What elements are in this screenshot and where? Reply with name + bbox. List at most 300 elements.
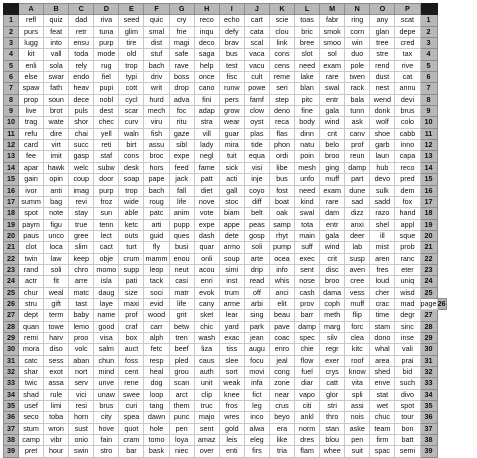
cell[interactable]: fain bbox=[94, 435, 119, 446]
cell[interactable]: appl bbox=[395, 219, 420, 230]
cell[interactable]: reco bbox=[395, 162, 420, 173]
cell[interactable]: city bbox=[94, 412, 119, 423]
cell[interactable]: roof bbox=[345, 355, 370, 366]
row-header[interactable]: 9 bbox=[4, 106, 19, 117]
cell[interactable]: win bbox=[345, 38, 370, 49]
row-header[interactable]: 36 bbox=[4, 412, 19, 423]
cell[interactable]: dizz bbox=[345, 208, 370, 219]
cell[interactable]: kit bbox=[19, 49, 44, 60]
row-header[interactable]: 32 bbox=[4, 367, 19, 378]
cell[interactable]: ensu bbox=[69, 38, 94, 49]
cell[interactable]: phon bbox=[269, 140, 294, 151]
cell[interactable]: into bbox=[44, 38, 69, 49]
cell[interactable]: laun bbox=[370, 151, 395, 162]
cell[interactable]: part bbox=[345, 174, 370, 185]
cell[interactable]: pret bbox=[19, 446, 44, 457]
cell[interactable]: loud bbox=[370, 276, 395, 287]
cell[interactable]: soun bbox=[44, 94, 69, 105]
cell[interactable]: oyst bbox=[244, 117, 269, 128]
cell[interactable]: soap bbox=[119, 174, 144, 185]
cell[interactable]: foc bbox=[169, 106, 194, 117]
cell[interactable]: wisd bbox=[395, 287, 420, 298]
cell[interactable]: step bbox=[269, 94, 294, 105]
cell[interactable]: gall bbox=[219, 185, 244, 196]
cell[interactable]: volc bbox=[69, 344, 94, 355]
cell[interactable]: shed bbox=[370, 367, 395, 378]
cell[interactable]: vacu bbox=[244, 60, 269, 71]
cell[interactable]: sadd bbox=[370, 196, 395, 207]
cell[interactable]: page bbox=[420, 298, 437, 308]
cell[interactable]: yell bbox=[94, 128, 119, 139]
cell[interactable]: acou bbox=[194, 264, 219, 275]
column-header[interactable]: E bbox=[119, 4, 144, 15]
cell[interactable]: assa bbox=[44, 378, 69, 389]
cell[interactable]: slee bbox=[219, 355, 244, 366]
cell[interactable]: card bbox=[19, 140, 44, 151]
row-header[interactable]: 30 bbox=[4, 344, 19, 355]
cell[interactable]: boat bbox=[269, 196, 294, 207]
cell[interactable]: leg bbox=[244, 401, 269, 412]
cell[interactable]: cons bbox=[119, 151, 144, 162]
cell[interactable]: smok bbox=[320, 26, 345, 37]
cell[interactable]: live bbox=[19, 106, 44, 117]
cell[interactable]: diar bbox=[295, 378, 320, 389]
cell[interactable]: refl bbox=[19, 15, 44, 26]
cell[interactable]: dono bbox=[370, 332, 395, 343]
cell[interactable]: figu bbox=[44, 219, 69, 230]
cell[interactable]: clot bbox=[19, 242, 44, 253]
row-header-right[interactable]: 15 bbox=[420, 174, 437, 185]
cell[interactable]: gold bbox=[219, 423, 244, 434]
cell[interactable]: lab bbox=[345, 242, 370, 253]
cell[interactable]: rend bbox=[370, 60, 395, 71]
cell[interactable]: scan bbox=[169, 378, 194, 389]
cell[interactable]: fisc bbox=[219, 72, 244, 83]
cell[interactable]: sinc bbox=[395, 321, 420, 332]
cell[interactable]: salm bbox=[94, 344, 119, 355]
cell[interactable]: bus bbox=[219, 49, 244, 60]
cell[interactable]: seco bbox=[19, 412, 44, 423]
cell[interactable]: trop bbox=[119, 185, 144, 196]
cell[interactable]: cry bbox=[169, 15, 194, 26]
cell[interactable]: broo bbox=[320, 276, 345, 287]
cell[interactable]: yard bbox=[219, 321, 244, 332]
cell[interactable]: pred bbox=[395, 174, 420, 185]
cell[interactable]: cash bbox=[295, 287, 320, 298]
cell[interactable]: eleg bbox=[244, 435, 269, 446]
cell[interactable]: damp bbox=[345, 162, 370, 173]
cell[interactable]: auth bbox=[194, 367, 219, 378]
row-header-right[interactable]: 24 bbox=[420, 276, 437, 287]
cell[interactable]: prof bbox=[119, 310, 144, 321]
cell[interactable]: capa bbox=[395, 151, 420, 162]
cell[interactable]: sque bbox=[395, 230, 420, 241]
cell[interactable]: suff bbox=[295, 242, 320, 253]
cell[interactable]: foss bbox=[119, 355, 144, 366]
cell[interactable]: fros bbox=[219, 401, 244, 412]
cell[interactable]: purp bbox=[94, 185, 119, 196]
cell[interactable]: need bbox=[295, 60, 320, 71]
cell[interactable]: depe bbox=[395, 26, 420, 37]
cell[interactable]: barr bbox=[295, 310, 320, 321]
cell[interactable]: divo bbox=[395, 389, 420, 400]
cell[interactable]: toba bbox=[44, 412, 69, 423]
row-header[interactable]: 35 bbox=[4, 401, 19, 412]
cell[interactable]: momo bbox=[94, 264, 119, 275]
row-header-right[interactable]: 20 bbox=[420, 230, 437, 241]
cell[interactable]: truc bbox=[194, 401, 219, 412]
cell[interactable]: like bbox=[269, 435, 294, 446]
cell[interactable]: evok bbox=[194, 287, 219, 298]
cell[interactable]: broo bbox=[320, 151, 345, 162]
row-header-right[interactable]: 26 bbox=[437, 298, 446, 308]
cell[interactable]: beef bbox=[169, 344, 194, 355]
cell[interactable]: rare bbox=[320, 196, 345, 207]
cell[interactable]: pave bbox=[269, 321, 294, 332]
cell[interactable]: apar bbox=[19, 162, 44, 173]
cell[interactable]: swal bbox=[295, 208, 320, 219]
cell[interactable]: opin bbox=[44, 174, 69, 185]
cell[interactable]: cram bbox=[119, 435, 144, 446]
cell[interactable]: adap bbox=[194, 106, 219, 117]
cell[interactable]: horn bbox=[69, 412, 94, 423]
cell[interactable]: vote bbox=[194, 208, 219, 219]
cell[interactable]: wron bbox=[44, 423, 69, 434]
cell[interactable]: silv bbox=[320, 332, 345, 343]
cell[interactable]: matr bbox=[169, 287, 194, 298]
row-header[interactable]: 22 bbox=[4, 253, 19, 264]
cell[interactable]: twin bbox=[19, 253, 44, 264]
cell[interactable]: birt bbox=[119, 140, 144, 151]
cell[interactable]: annu bbox=[395, 83, 420, 94]
cell[interactable]: pape bbox=[144, 174, 169, 185]
cell[interactable]: vess bbox=[345, 287, 370, 298]
cell[interactable]: keep bbox=[69, 253, 94, 264]
cell[interactable]: anim bbox=[169, 208, 194, 219]
row-header-right[interactable]: 27 bbox=[420, 310, 437, 321]
cell[interactable]: spea bbox=[119, 412, 144, 423]
cell[interactable]: rug bbox=[94, 60, 119, 71]
cell[interactable]: obje bbox=[94, 253, 119, 264]
cell[interactable]: suit bbox=[345, 446, 370, 457]
cell[interactable]: craf bbox=[119, 321, 144, 332]
cell[interactable]: fuel bbox=[295, 367, 320, 378]
cell[interactable]: pati bbox=[119, 276, 144, 287]
cell[interactable]: guid bbox=[144, 230, 169, 241]
cell[interactable]: time bbox=[370, 310, 395, 321]
row-header-right[interactable]: 19 bbox=[420, 219, 437, 230]
cell[interactable]: subw bbox=[94, 162, 119, 173]
cell[interactable]: crum bbox=[119, 253, 144, 264]
row-header[interactable]: 17 bbox=[4, 196, 19, 207]
cell[interactable]: chie bbox=[295, 344, 320, 355]
cell[interactable]: scat bbox=[395, 15, 420, 26]
cell[interactable]: canv bbox=[345, 128, 370, 139]
column-header[interactable]: L bbox=[295, 4, 320, 15]
cell[interactable]: ask bbox=[345, 117, 370, 128]
cell[interactable]: wide bbox=[119, 196, 144, 207]
cell[interactable]: jack bbox=[169, 174, 194, 185]
cell[interactable]: gree bbox=[69, 230, 94, 241]
cell[interactable]: muff bbox=[345, 298, 370, 309]
cell[interactable]: revi bbox=[69, 196, 94, 207]
cell[interactable]: twic bbox=[19, 378, 44, 389]
cell[interactable]: ketc bbox=[119, 219, 144, 230]
cell[interactable]: fall bbox=[169, 185, 194, 196]
cell[interactable]: fly bbox=[144, 242, 169, 253]
cell[interactable]: fame bbox=[194, 162, 219, 173]
cell[interactable]: stru bbox=[19, 298, 44, 309]
cell[interactable]: note bbox=[44, 208, 69, 219]
row-header[interactable]: 3 bbox=[4, 38, 19, 49]
cell[interactable]: marg bbox=[320, 321, 345, 332]
row-header-right[interactable]: 30 bbox=[420, 344, 437, 355]
row-header[interactable]: 16 bbox=[4, 185, 19, 196]
cell[interactable]: team bbox=[370, 423, 395, 434]
cell[interactable]: vapo bbox=[295, 389, 320, 400]
cell[interactable]: sust bbox=[69, 423, 94, 434]
cell[interactable]: brav bbox=[219, 38, 244, 49]
cell[interactable]: arte bbox=[244, 253, 269, 264]
cell[interactable]: whee bbox=[320, 446, 345, 457]
cell[interactable]: matc bbox=[69, 287, 94, 298]
cell[interactable]: beyo bbox=[269, 412, 294, 423]
cell[interactable]: pump bbox=[269, 242, 294, 253]
cell[interactable]: imit bbox=[44, 151, 69, 162]
column-header[interactable]: F bbox=[144, 4, 169, 15]
row-header[interactable]: 37 bbox=[4, 423, 19, 434]
cell[interactable]: summ bbox=[19, 196, 44, 207]
cell[interactable]: equa bbox=[244, 151, 269, 162]
cell[interactable]: devi bbox=[395, 94, 420, 105]
cell[interactable]: arti bbox=[144, 219, 169, 230]
cell[interactable]: alph bbox=[144, 332, 169, 343]
cell[interactable]: spac bbox=[370, 446, 395, 457]
cell[interactable]: area bbox=[370, 355, 395, 366]
cell[interactable]: sick bbox=[219, 162, 244, 173]
cell[interactable]: aren bbox=[370, 253, 395, 264]
cell[interactable]: clow bbox=[244, 106, 269, 117]
column-header[interactable]: G bbox=[169, 4, 194, 15]
cell[interactable]: weak bbox=[219, 378, 244, 389]
cell[interactable]: roug bbox=[144, 196, 169, 207]
cell[interactable]: smal bbox=[144, 26, 169, 37]
cell[interactable]: nest bbox=[370, 83, 395, 94]
column-header[interactable]: H bbox=[194, 4, 219, 15]
cell[interactable]: dash bbox=[194, 230, 219, 241]
cell[interactable]: able bbox=[119, 208, 144, 219]
row-header[interactable]: 26 bbox=[4, 298, 19, 309]
cell[interactable]: exac bbox=[219, 332, 244, 343]
cell[interactable]: gasp bbox=[69, 151, 94, 162]
cell[interactable]: dam bbox=[320, 208, 345, 219]
cell[interactable]: appe bbox=[219, 219, 244, 230]
cell[interactable]: blan bbox=[295, 83, 320, 94]
row-header[interactable]: 29 bbox=[4, 332, 19, 343]
cell[interactable]: safe bbox=[169, 49, 194, 60]
cell[interactable]: nort bbox=[69, 367, 94, 378]
row-header-right[interactable]: 33 bbox=[420, 378, 437, 389]
cell[interactable]: else bbox=[19, 72, 44, 83]
cell[interactable]: bar bbox=[119, 446, 144, 457]
cell[interactable]: runw bbox=[219, 83, 244, 94]
cell[interactable]: smoo bbox=[320, 38, 345, 49]
cell[interactable]: sulk bbox=[370, 185, 395, 196]
cell[interactable]: wood bbox=[144, 310, 169, 321]
row-header-right[interactable]: 35 bbox=[420, 401, 437, 412]
cell[interactable]: deco bbox=[194, 38, 219, 49]
cell[interactable]: punc bbox=[169, 412, 194, 423]
cell[interactable]: visa bbox=[94, 332, 119, 343]
cell[interactable]: patc bbox=[144, 208, 169, 219]
cell[interactable]: hour bbox=[44, 446, 69, 457]
cell[interactable]: ankl bbox=[295, 412, 320, 423]
cell[interactable]: crus bbox=[269, 401, 294, 412]
cell[interactable]: disc bbox=[320, 264, 345, 275]
row-header-right[interactable]: 10 bbox=[420, 117, 437, 128]
cell[interactable]: aven bbox=[345, 264, 370, 275]
cell[interactable]: such bbox=[395, 378, 420, 389]
cell[interactable]: tour bbox=[395, 412, 420, 423]
cell[interactable]: stum bbox=[19, 423, 44, 434]
cell[interactable]: serv bbox=[69, 378, 94, 389]
cell[interactable]: baby bbox=[69, 310, 94, 321]
cell[interactable]: gift bbox=[44, 298, 69, 309]
cell[interactable]: bus bbox=[269, 174, 294, 185]
cell[interactable]: stay bbox=[69, 208, 94, 219]
cell[interactable]: vali bbox=[395, 344, 420, 355]
row-header-right[interactable]: 38 bbox=[420, 435, 437, 446]
cell[interactable]: anci bbox=[269, 287, 294, 298]
cell[interactable]: sola bbox=[44, 60, 69, 71]
cell[interactable]: garb bbox=[370, 140, 395, 151]
cell[interactable]: pupi bbox=[94, 83, 119, 94]
cell[interactable]: resp bbox=[144, 355, 169, 366]
cell[interactable]: unfo bbox=[295, 174, 320, 185]
cell[interactable]: meth bbox=[320, 310, 345, 321]
cell[interactable]: proo bbox=[69, 332, 94, 343]
cell[interactable]: gain bbox=[19, 174, 44, 185]
cell[interactable]: cher bbox=[370, 287, 395, 298]
cell[interactable]: fine bbox=[295, 106, 320, 117]
cell[interactable]: towe bbox=[44, 321, 69, 332]
cell[interactable]: glor bbox=[320, 389, 345, 400]
cell[interactable]: clou bbox=[269, 26, 294, 37]
cell[interactable]: fish bbox=[144, 128, 169, 139]
cell[interactable]: ques bbox=[169, 230, 194, 241]
row-header-right[interactable]: 2 bbox=[420, 26, 437, 37]
cell[interactable]: dres bbox=[295, 435, 320, 446]
cell[interactable]: riva bbox=[94, 15, 119, 26]
cell[interactable]: jean bbox=[244, 332, 269, 343]
cell[interactable]: crit bbox=[320, 253, 345, 264]
cell[interactable]: catc bbox=[19, 355, 44, 366]
cell[interactable]: shel bbox=[370, 219, 395, 230]
row-header-right[interactable]: 31 bbox=[420, 355, 437, 366]
cell[interactable]: bric bbox=[295, 26, 320, 37]
cell[interactable]: unco bbox=[44, 230, 69, 241]
cell[interactable]: slot bbox=[295, 49, 320, 60]
cell[interactable]: fost bbox=[269, 185, 294, 196]
cell[interactable]: glan bbox=[370, 26, 395, 37]
cell[interactable]: pled bbox=[169, 355, 194, 366]
cell[interactable]: prai bbox=[395, 355, 420, 366]
cell[interactable]: rive bbox=[395, 60, 420, 71]
cell[interactable]: lemo bbox=[69, 321, 94, 332]
cell[interactable]: main bbox=[295, 230, 320, 241]
cell[interactable]: wres bbox=[219, 412, 244, 423]
cell[interactable]: citi bbox=[295, 401, 320, 412]
row-header[interactable]: 12 bbox=[4, 140, 19, 151]
cell[interactable]: inno bbox=[395, 140, 420, 151]
cell[interactable]: ordi bbox=[269, 151, 294, 162]
cell[interactable]: soci bbox=[144, 287, 169, 298]
cell[interactable]: tomo bbox=[144, 435, 169, 446]
cell[interactable]: flip bbox=[345, 310, 370, 321]
cell[interactable]: writ bbox=[144, 83, 169, 94]
cell[interactable]: vill bbox=[194, 128, 219, 139]
cell[interactable]: flam bbox=[295, 446, 320, 457]
row-header-right[interactable]: 16 bbox=[420, 185, 437, 196]
cell[interactable]: visi bbox=[244, 162, 269, 173]
cell[interactable]: desk bbox=[119, 162, 144, 173]
cell[interactable]: any bbox=[370, 15, 395, 26]
cell[interactable]: susp bbox=[345, 253, 370, 264]
cell[interactable]: expe bbox=[169, 151, 194, 162]
cell[interactable]: law bbox=[44, 253, 69, 264]
cell[interactable]: life bbox=[169, 298, 194, 309]
cell[interactable]: inse bbox=[395, 332, 420, 343]
row-header[interactable]: 24 bbox=[4, 276, 19, 287]
cell[interactable]: drip bbox=[244, 264, 269, 275]
cell[interactable]: grou bbox=[169, 367, 194, 378]
cell[interactable]: whis bbox=[269, 276, 294, 287]
cell[interactable]: magi bbox=[169, 38, 194, 49]
cell[interactable]: soli bbox=[244, 242, 269, 253]
cell[interactable]: movi bbox=[244, 367, 269, 378]
cell[interactable]: cred bbox=[395, 38, 420, 49]
row-header[interactable]: 31 bbox=[4, 355, 19, 366]
cell[interactable]: toda bbox=[69, 49, 94, 60]
cell[interactable]: stan bbox=[320, 423, 345, 434]
cell[interactable]: size bbox=[119, 287, 144, 298]
cell[interactable]: chec bbox=[94, 117, 119, 128]
cell[interactable]: once bbox=[194, 72, 219, 83]
cell[interactable]: cact bbox=[94, 242, 119, 253]
cell[interactable]: vita bbox=[345, 378, 370, 389]
cell[interactable]: fit bbox=[44, 276, 69, 287]
cell[interactable]: hand bbox=[395, 208, 420, 219]
cell[interactable]: ocea bbox=[269, 253, 294, 264]
cell[interactable]: dust bbox=[370, 72, 395, 83]
cell[interactable]: mora bbox=[19, 344, 44, 355]
cell[interactable]: beau bbox=[269, 310, 294, 321]
row-header-right[interactable]: 34 bbox=[420, 389, 437, 400]
cell[interactable]: brot bbox=[44, 106, 69, 117]
cell[interactable]: dawn bbox=[144, 412, 169, 423]
cell[interactable]: lugg bbox=[19, 38, 44, 49]
cell[interactable]: term bbox=[44, 310, 69, 321]
cell[interactable]: nose bbox=[295, 276, 320, 287]
cell[interactable]: onio bbox=[69, 435, 94, 446]
cell[interactable]: exec bbox=[295, 253, 320, 264]
cell[interactable]: cons bbox=[269, 49, 294, 60]
cell[interactable]: slim bbox=[69, 242, 94, 253]
cell[interactable]: arre bbox=[69, 276, 94, 287]
cell[interactable]: exam bbox=[320, 185, 345, 196]
cell[interactable]: mist bbox=[370, 242, 395, 253]
cell[interactable]: fict bbox=[244, 389, 269, 400]
